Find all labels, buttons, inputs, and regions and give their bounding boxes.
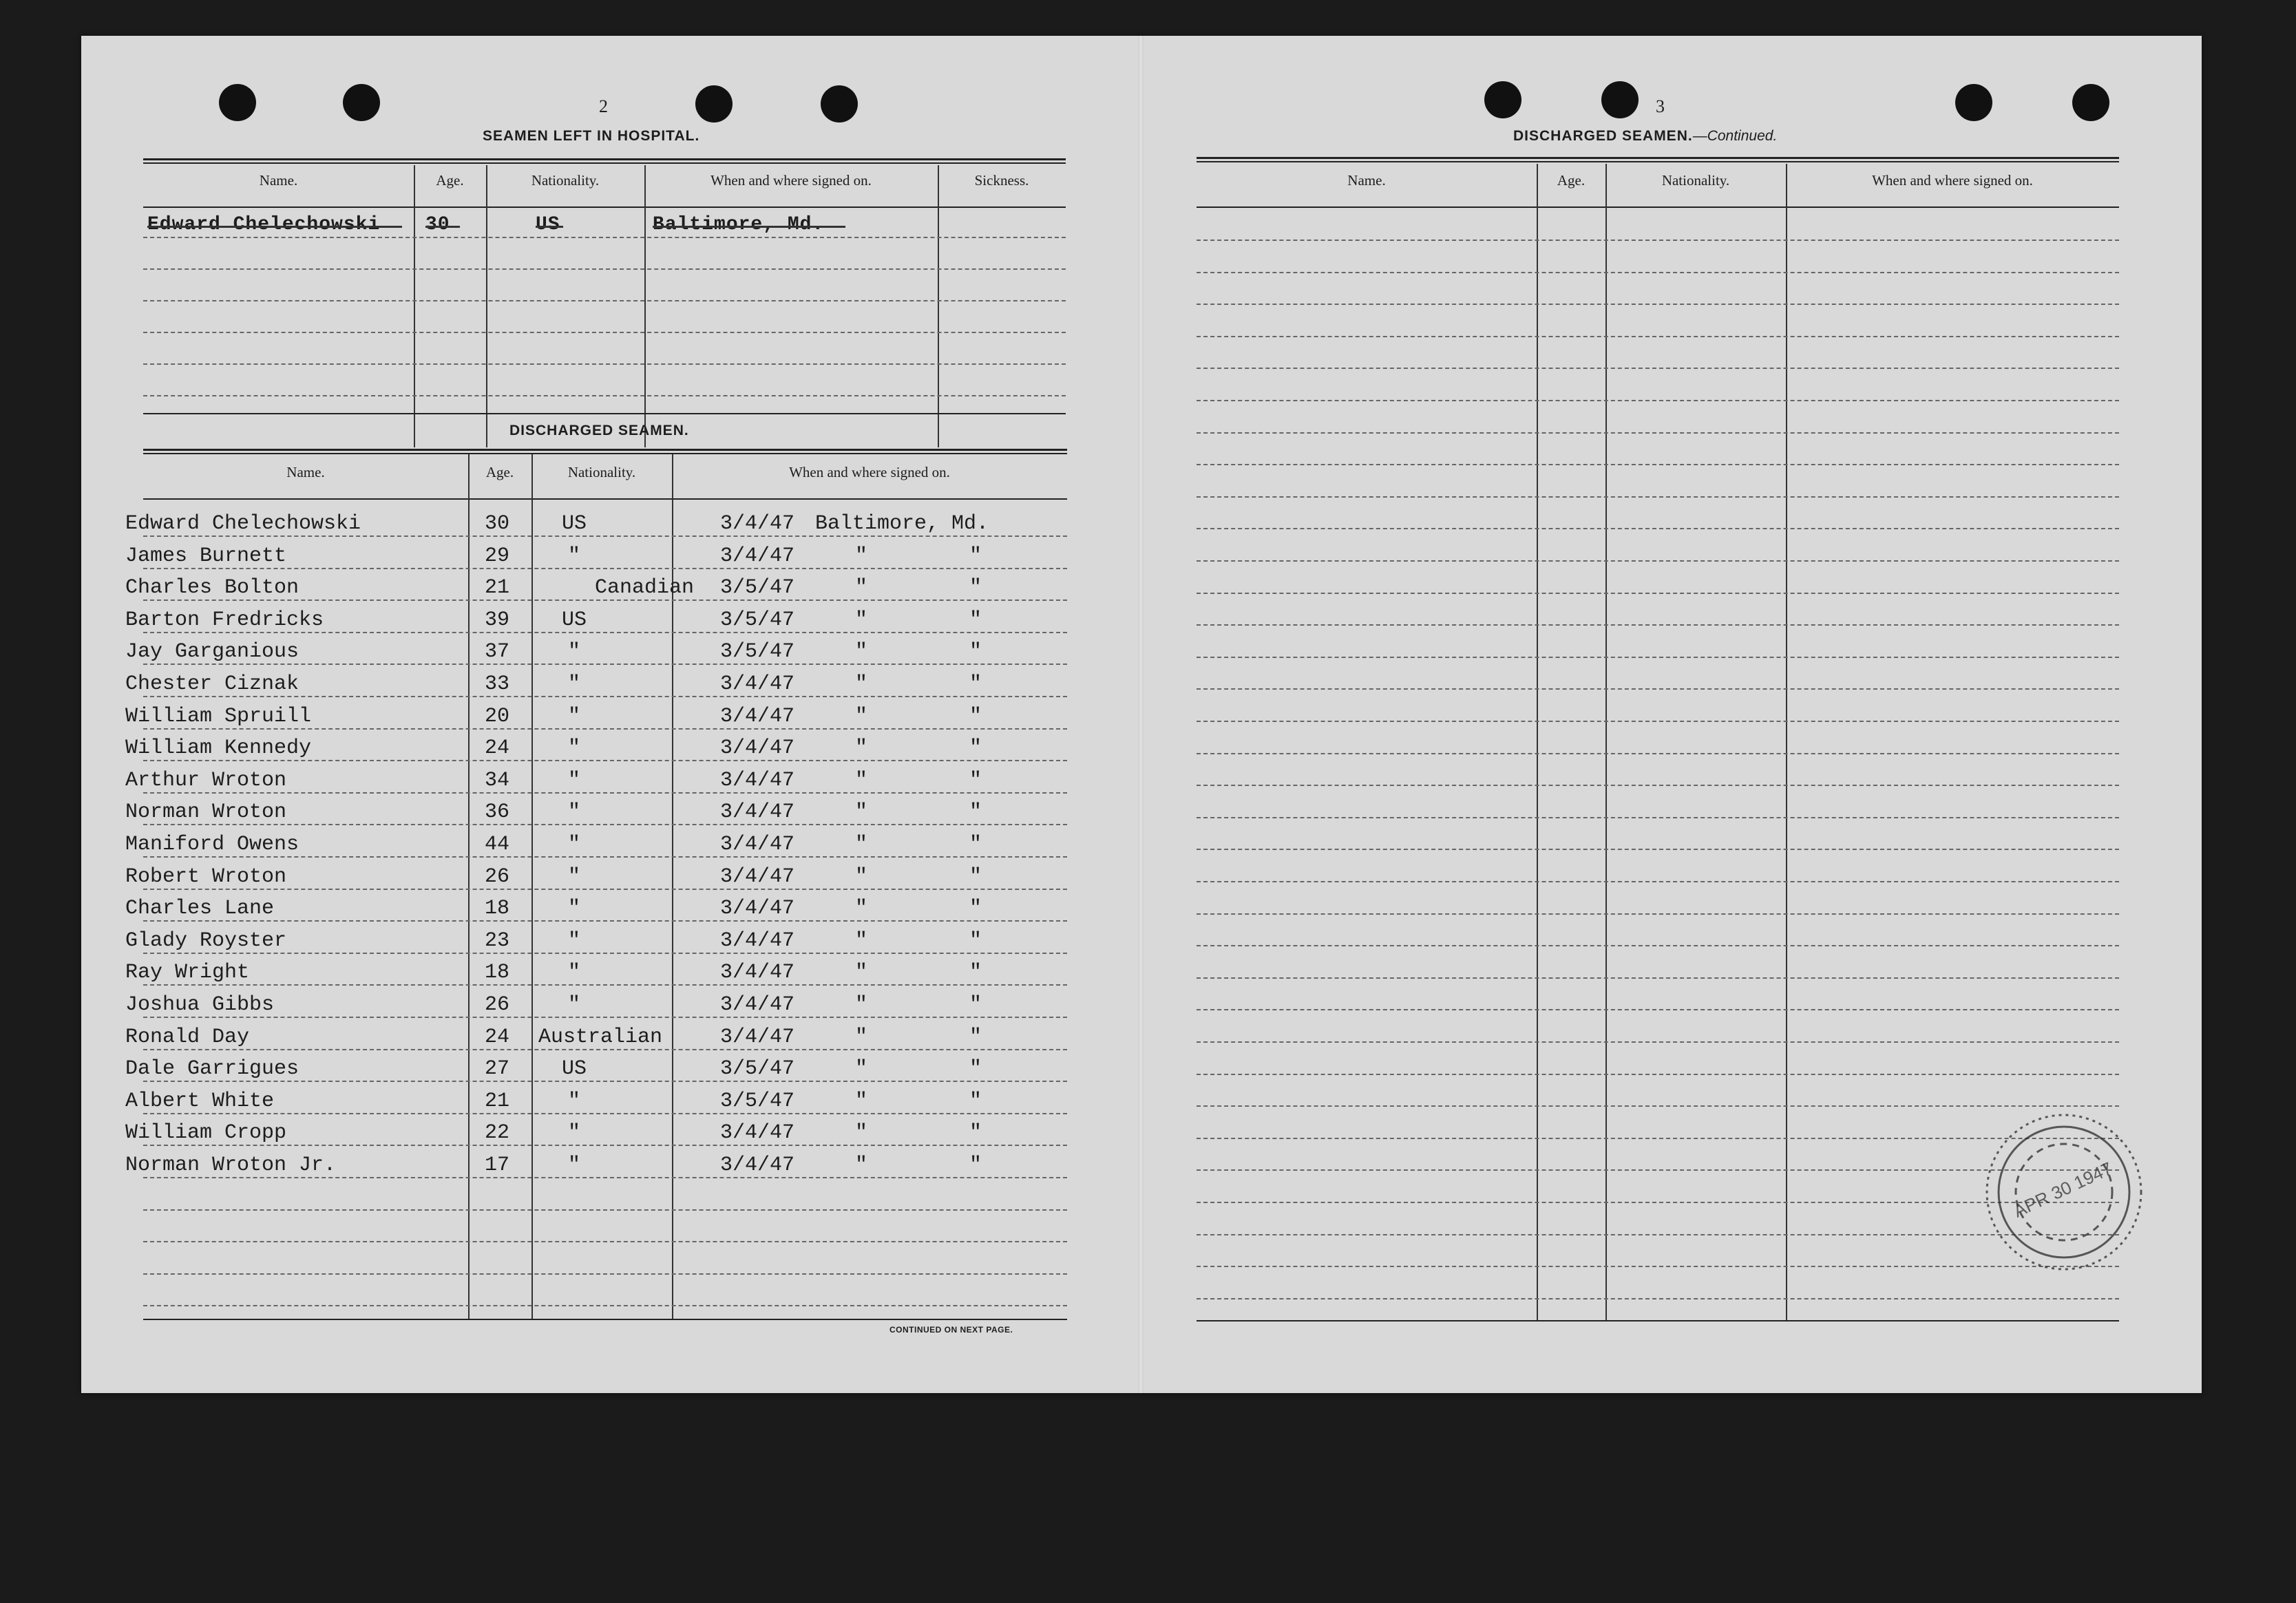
row-guide (143, 856, 1067, 858)
seaman-age: 24 (485, 1025, 510, 1049)
row-guide (143, 824, 1067, 825)
signed-on-place: " (855, 736, 868, 761)
signed-on-state: " (969, 768, 982, 792)
seaman-nationality: " (567, 704, 580, 728)
row-guide (1197, 496, 2119, 498)
row-guide (143, 1081, 1067, 1082)
signed-on-date: 3/4/47 (720, 864, 795, 889)
header-rule (143, 498, 1067, 500)
binder-hole (1955, 84, 1992, 121)
row-guide (143, 728, 1067, 730)
signed-on-place: " (855, 897, 868, 921)
row-guide (1197, 464, 2119, 465)
signed-on-place: " (855, 1121, 868, 1145)
row-guide (143, 1145, 1067, 1146)
seaman-name: Ray Wright (125, 961, 250, 985)
row-guide (1197, 560, 2119, 562)
signed-on-place: " (855, 544, 868, 568)
row-guide (143, 1049, 1067, 1050)
row-guide (1197, 336, 2119, 337)
signed-on-date: 3/4/47 (720, 897, 795, 921)
row-guide (1197, 528, 2119, 529)
seaman-age: 22 (485, 1121, 510, 1145)
seaman-name: Robert Wroton (125, 864, 287, 889)
seaman-name: Edward Chelechowski (125, 512, 361, 535)
signed-on-state: " (969, 640, 982, 664)
row-guide (1197, 657, 2119, 658)
row-guide (1197, 624, 2119, 626)
seaman-nationality: " (567, 800, 580, 825)
seaman-age: 21 (485, 1089, 510, 1113)
seaman-name: Chester Ciznak (125, 672, 299, 696)
signed-on-place: " (855, 1154, 868, 1177)
signed-on-state: " (969, 961, 982, 985)
seaman-age: 44 (485, 833, 510, 856)
signed-on-place: " (855, 640, 868, 664)
seaman-age: 39 (485, 608, 510, 632)
postmark-stamp (1978, 1099, 2150, 1285)
column-header: When and where signed on. (710, 172, 872, 189)
signed-on-state: " (969, 704, 982, 728)
seaman-name: Norman Wroton Jr. (125, 1154, 337, 1177)
seaman-age: 36 (485, 800, 510, 825)
row-guide (1197, 432, 2119, 434)
hospital-section-title: SEAMEN LEFT IN HOSPITAL. (483, 128, 700, 144)
seaman-age: 34 (485, 768, 510, 792)
signed-on-place: " (855, 961, 868, 985)
signed-on-state: " (969, 864, 982, 889)
row-guide (143, 1273, 1067, 1275)
seaman-age: 23 (485, 928, 510, 953)
seaman-name: Charles Lane (125, 897, 275, 921)
seaman-name: Dale Garrigues (125, 1057, 299, 1081)
signed-on-state: " (969, 672, 982, 696)
column-header: Nationality. (1661, 172, 1730, 189)
seaman-age: 26 (485, 864, 510, 889)
row-guide (1197, 913, 2119, 915)
column-divider (468, 454, 470, 1319)
struck-signed-on: Baltimore, Md. (653, 214, 825, 235)
seaman-nationality: Australian (538, 1025, 663, 1049)
signed-on-state: " (969, 544, 982, 568)
table-bottom-rule (1197, 1320, 2119, 1321)
column-header: Name. (286, 464, 325, 480)
signed-on-date: 3/5/47 (720, 1057, 795, 1081)
column-header: Sickness. (974, 172, 1029, 189)
row-guide (143, 1241, 1067, 1242)
header-rule (143, 206, 1066, 208)
column-header: Name. (259, 172, 298, 189)
signed-on-date: 3/4/47 (720, 961, 795, 985)
signed-on-place: " (855, 768, 868, 792)
seaman-name: William Spruill (125, 704, 312, 728)
row-guide (1197, 593, 2119, 594)
seaman-nationality: " (567, 672, 580, 696)
signed-on-date: 3/4/47 (720, 833, 795, 856)
signed-on-place: " (855, 608, 868, 632)
column-divider (1537, 164, 1538, 1320)
signed-on-state: " (969, 1089, 982, 1113)
seaman-age: 18 (485, 961, 510, 985)
seaman-nationality: " (567, 640, 580, 664)
seaman-age: 26 (485, 993, 510, 1017)
strike-line (147, 226, 402, 228)
seaman-nationality: " (567, 928, 580, 953)
column-header: Age. (436, 172, 464, 189)
row-guide (1197, 304, 2119, 305)
seaman-age: 33 (485, 672, 510, 696)
continued-note: CONTINUED ON NEXT PAGE. (889, 1325, 1013, 1335)
signed-on-date: 3/4/47 (720, 1025, 795, 1049)
row-guide (143, 1209, 1067, 1211)
seaman-name: James Burnett (125, 544, 287, 568)
header-rule (1197, 206, 2119, 208)
left-page (81, 36, 1141, 1393)
discharged-section-title: DISCHARGED SEAMEN. (509, 423, 689, 438)
binder-hole (219, 84, 256, 121)
seaman-nationality: " (567, 768, 580, 792)
signed-on-state: " (969, 1154, 982, 1177)
row-guide (143, 760, 1067, 761)
column-header: When and where signed on. (1872, 172, 2033, 189)
seaman-age: 21 (485, 576, 510, 600)
table-bottom-rule (143, 413, 1066, 414)
signed-on-state: " (969, 576, 982, 600)
seaman-name: Arthur Wroton (125, 768, 287, 792)
signed-on-date: 3/4/47 (720, 544, 795, 568)
seaman-nationality: " (567, 736, 580, 761)
binder-hole (695, 85, 733, 123)
signed-on-state: " (969, 928, 982, 953)
signed-on-date: 3/4/47 (720, 512, 795, 535)
page-number: 2 (599, 96, 608, 116)
binder-hole (2072, 84, 2109, 121)
row-guide (1197, 881, 2119, 882)
seaman-age: 37 (485, 640, 510, 664)
row-guide (143, 1113, 1067, 1114)
signed-on-state: " (969, 833, 982, 856)
column-header: Age. (1557, 172, 1586, 189)
seaman-nationality: Canadian (595, 576, 695, 600)
signed-on-date: 3/4/47 (720, 928, 795, 953)
seaman-age: 20 (485, 704, 510, 728)
row-guide (143, 300, 1066, 301)
seaman-nationality: US (561, 512, 587, 535)
row-guide (1197, 849, 2119, 850)
struck-name: Edward Chelechowski (147, 214, 381, 235)
table-top-rule (1197, 157, 2119, 162)
seaman-name: William Cropp (125, 1121, 287, 1145)
seaman-name: Ronald Day (125, 1025, 250, 1049)
seaman-nationality: " (567, 993, 580, 1017)
row-guide (143, 1017, 1067, 1018)
signed-on-date: 3/5/47 (720, 608, 795, 632)
table-bottom-rule (143, 1319, 1067, 1320)
seaman-name: William Kennedy (125, 736, 312, 761)
table-top-rule (143, 449, 1067, 454)
row-guide (1197, 368, 2119, 369)
row-guide (1197, 721, 2119, 722)
binder-hole (1601, 81, 1639, 118)
signed-on-date: 3/4/47 (720, 1121, 795, 1145)
column-divider (938, 165, 939, 447)
document-sheet (81, 36, 2202, 1393)
binder-hole (343, 84, 380, 121)
row-guide (143, 984, 1067, 986)
signed-on-date: 3/4/47 (720, 672, 795, 696)
row-guide (1197, 817, 2119, 818)
row-guide (1197, 1074, 2119, 1075)
signed-on-date: 3/4/47 (720, 1154, 795, 1177)
row-guide (1197, 785, 2119, 786)
seaman-nationality: " (567, 833, 580, 856)
seaman-name: Glady Royster (125, 928, 287, 953)
seaman-nationality: " (567, 1121, 580, 1145)
row-guide (1197, 688, 2119, 690)
title-text: DISCHARGED SEAMEN. (1513, 128, 1693, 144)
signed-on-state: " (969, 897, 982, 921)
seaman-nationality: " (567, 1154, 580, 1177)
signed-on-place: " (855, 672, 868, 696)
seaman-name: Norman Wroton (125, 800, 287, 825)
row-guide (143, 632, 1067, 633)
column-header: Age. (485, 464, 514, 480)
row-guide (143, 664, 1067, 665)
signed-on-date: 3/4/47 (720, 800, 795, 825)
row-guide (143, 1305, 1067, 1306)
signed-on-place: " (855, 1025, 868, 1049)
seaman-nationality: US (561, 1057, 587, 1081)
table-top-rule (143, 158, 1066, 164)
signed-on-state: " (969, 993, 982, 1017)
struck-nationality: US (536, 214, 560, 235)
row-guide (1197, 1041, 2119, 1043)
seaman-nationality: " (567, 961, 580, 985)
column-divider (644, 165, 646, 447)
seaman-age: 24 (485, 736, 510, 761)
seaman-nationality: " (567, 544, 580, 568)
seaman-name: Charles Bolton (125, 576, 299, 600)
strike-line (425, 226, 460, 228)
seaman-nationality: " (567, 1089, 580, 1113)
signed-on-place: " (855, 993, 868, 1017)
signed-on-date: 3/5/47 (720, 640, 795, 664)
column-header: Nationality. (531, 172, 600, 189)
row-guide (143, 792, 1067, 794)
signed-on-state: " (969, 736, 982, 761)
seaman-age: 18 (485, 897, 510, 921)
seaman-age: 27 (485, 1057, 510, 1081)
strike-line (536, 226, 563, 228)
signed-on-place: " (855, 576, 868, 600)
signed-on-state: " (969, 1025, 982, 1049)
row-guide (143, 953, 1067, 954)
signed-on-date: 3/4/47 (720, 704, 795, 728)
binder-hole (821, 85, 858, 123)
signed-on-state: " (969, 1121, 982, 1145)
signed-on-place: " (855, 928, 868, 953)
column-header: When and where signed on. (789, 464, 950, 480)
row-guide (143, 696, 1067, 697)
signed-on-date: 3/4/47 (720, 993, 795, 1017)
seaman-name: Barton Fredricks (125, 608, 324, 632)
signed-on-place: " (855, 864, 868, 889)
row-guide (1197, 753, 2119, 754)
signed-on-date: 3/5/47 (720, 576, 795, 600)
signed-on-date: 3/4/47 (720, 736, 795, 761)
strike-line (653, 226, 845, 228)
signed-on-place: " (855, 704, 868, 728)
seaman-name: Albert White (125, 1089, 275, 1113)
row-guide (143, 237, 1066, 238)
row-guide (143, 920, 1067, 922)
row-guide (1197, 400, 2119, 401)
column-header: Name. (1347, 172, 1386, 189)
signed-on-date: 3/5/47 (720, 1089, 795, 1113)
column-divider (1786, 164, 1787, 1320)
signed-on-state: " (969, 608, 982, 632)
column-header: Nationality. (567, 464, 636, 480)
signed-on-place: " (855, 1089, 868, 1113)
seaman-name: Maniford Owens (125, 833, 299, 856)
row-guide (1197, 945, 2119, 946)
row-guide (143, 1177, 1067, 1178)
seaman-name: Jay Garganious (125, 640, 299, 664)
row-guide (143, 332, 1066, 333)
seaman-name: Joshua Gibbs (125, 993, 275, 1017)
row-guide (143, 268, 1066, 270)
column-divider (414, 165, 415, 447)
signed-on-state: " (969, 1057, 982, 1081)
row-guide (143, 889, 1067, 890)
seaman-age: 30 (485, 512, 510, 535)
column-divider (486, 165, 487, 447)
seaman-age: 29 (485, 544, 510, 568)
row-guide (1197, 1009, 2119, 1010)
seaman-age: 17 (485, 1154, 510, 1177)
page-number: 3 (1656, 96, 1665, 116)
column-divider (1605, 164, 1607, 1320)
row-guide (1197, 272, 2119, 273)
row-guide (143, 599, 1067, 601)
signed-on-place: Baltimore, Md. (815, 512, 989, 535)
row-guide (1197, 1298, 2119, 1299)
row-guide (143, 568, 1067, 569)
row-guide (1197, 240, 2119, 241)
row-guide (143, 395, 1066, 396)
seaman-nationality: " (567, 897, 580, 921)
signed-on-place: " (855, 800, 868, 825)
continued-section-title (1513, 128, 1777, 145)
row-guide (143, 535, 1067, 537)
signed-on-place: " (855, 833, 868, 856)
signed-on-state: " (969, 800, 982, 825)
row-guide (143, 363, 1066, 365)
seaman-nationality: US (561, 608, 587, 632)
signed-on-date: 3/4/47 (720, 768, 795, 792)
title-suffix: —Continued. (1692, 128, 1778, 144)
row-guide (1197, 977, 2119, 979)
struck-age: 30 (425, 214, 450, 235)
seaman-nationality: " (567, 864, 580, 889)
signed-on-place: " (855, 1057, 868, 1081)
postmark-date: APR 30 1947 (2010, 1158, 2116, 1222)
binder-hole (1484, 81, 1521, 118)
